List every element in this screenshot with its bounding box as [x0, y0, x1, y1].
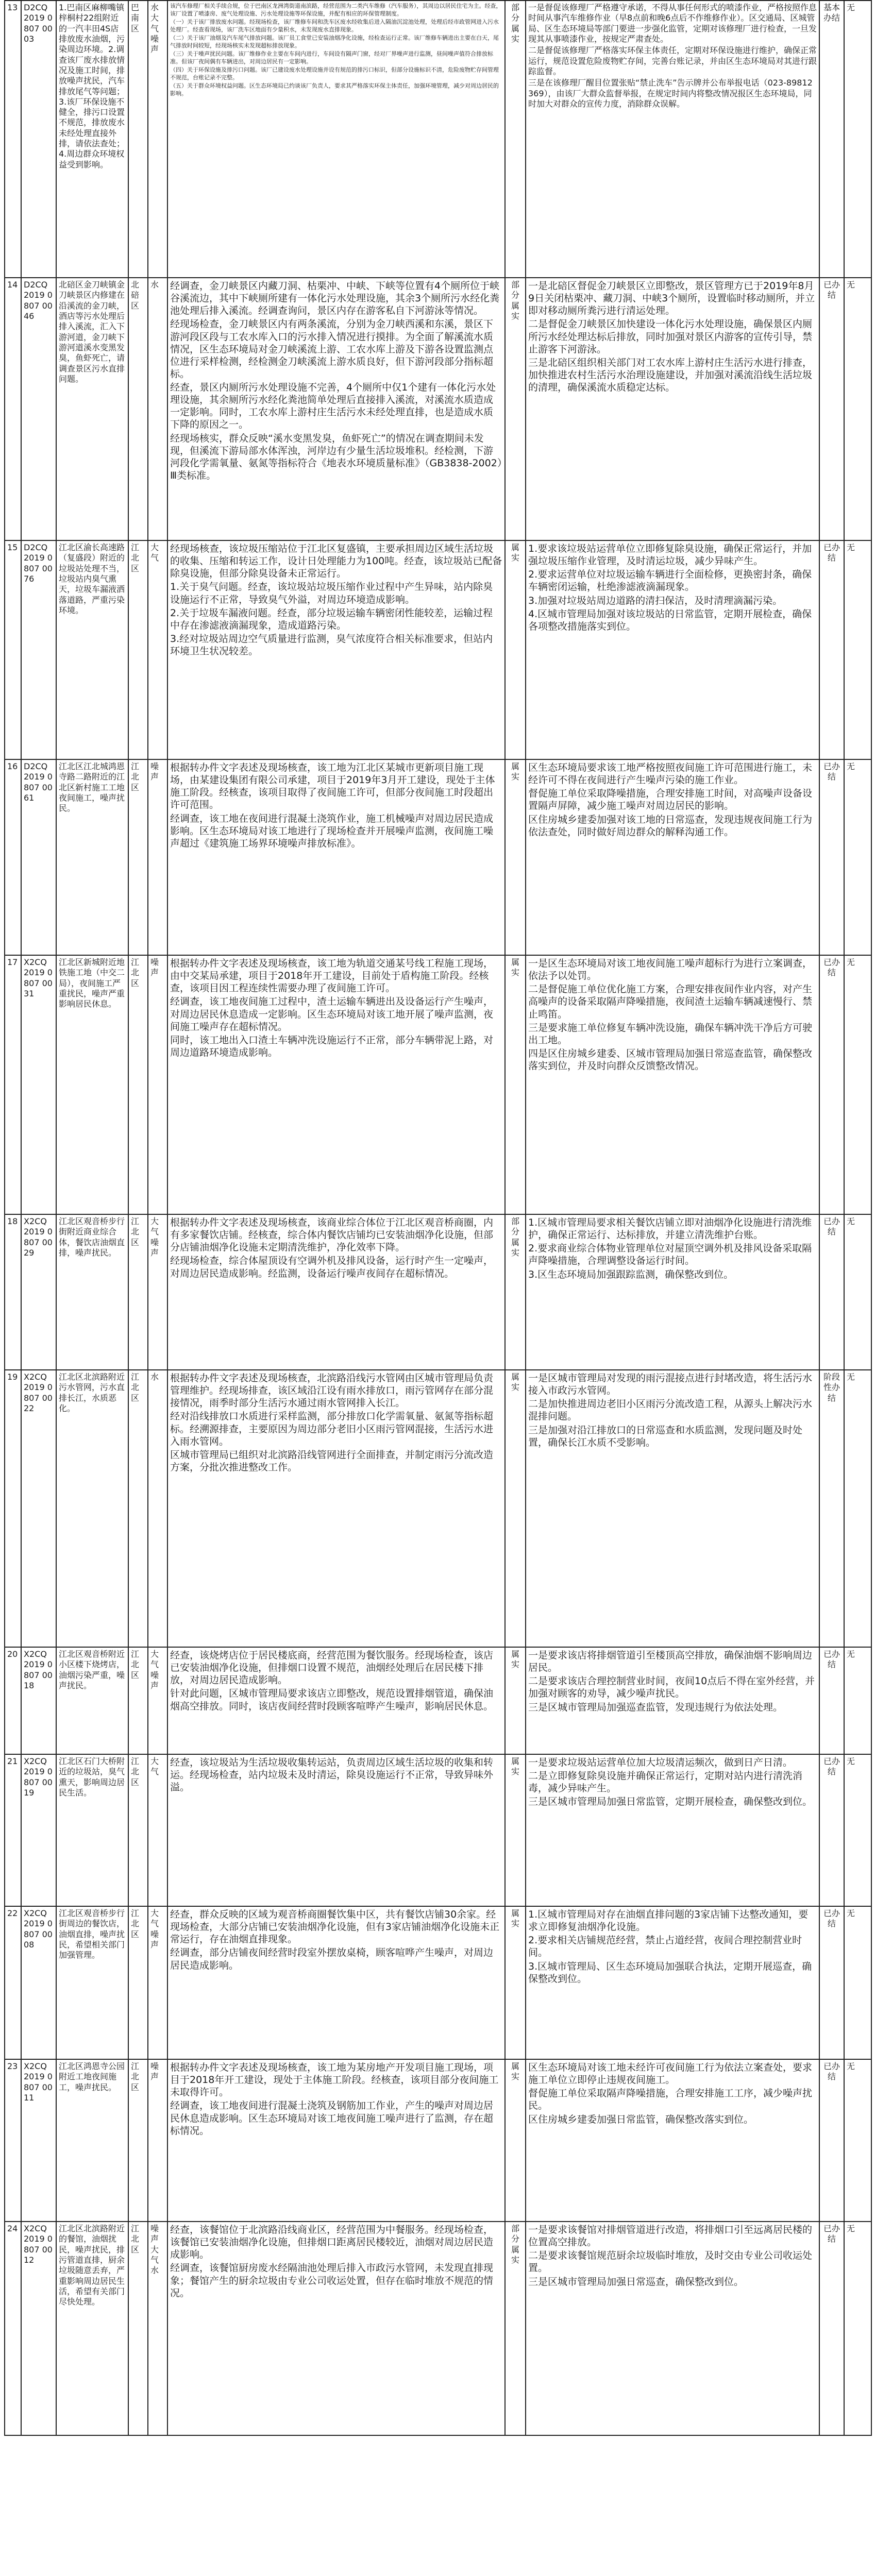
- verification-status: 属实: [505, 955, 526, 1214]
- completion-result: 基本办结: [819, 1, 844, 278]
- measure-paragraph: 二是加快推进周边老旧小区雨污分流改造工程，从源头上解决污水混排问题。: [528, 1398, 813, 1422]
- finding-paragraph: 经现场检查，金刀峡景区内有两条溪流，分别为金刀峡西溪和东溪，景区下游河段区段与工农水库入口的污水排入情况进行摸排。为全面了解溪流水质情况，区生态环境局对金刀峡溪流上游、工农水库上游及下游各设置监测点位进行采样检测，经检测金刀峡溪流上游水质良好，但下游河段部分指标超标。: [170, 318, 494, 380]
- investigation-findings: [167, 1754, 505, 1906]
- case-code: D2CQ 2019 0807 0061: [21, 759, 56, 955]
- district: 江北区: [128, 540, 148, 759]
- verification-status: 部分属实: [505, 278, 526, 540]
- investigation-findings: [167, 1647, 505, 1754]
- row-number: 22: [5, 1906, 21, 2059]
- verification-status: 属实: [505, 759, 526, 955]
- pollution-type: 噪声 大气 水: [148, 2222, 167, 2435]
- measure-paragraph: 一是要求垃圾站运营单位加大垃圾清运频次，做到日产日清。: [528, 1757, 793, 1768]
- completion-result: 已办结: [819, 2222, 844, 2435]
- measure-paragraph: 一是督促该修理厂严格遵守承诺，不得从事任何形式的喷漆作业，严格按照作息时间从事汽车维修作业（早8点前和晚6点后不作维修作业）。区交通局、区城管局、区生态环境局等部门要进一步强化监管，定期对该修理厂进行检查，一旦发现其从事喷漆作业，按规定严肃查处。: [528, 3, 817, 44]
- district: 江北区: [128, 1647, 148, 1754]
- complaint-description: 江北区观音桥步行街附近商业综合体，餐饮店油烟直排，噪声扰民。: [56, 1214, 128, 1370]
- finding-paragraph: 经调查，金刀峡景区内藏刀洞、枯栗冲、中峡、下峡等位置有4个厕所位于峡谷溪流边，其中下峡厕所建有一体化污水处理设施，其余3个厕所污水经化粪池处理后排入溪流。经调查询问，景区内存在游客私自下河游泳等情况。: [170, 280, 500, 317]
- measure-paragraph: 一是要求该店将排烟管道引至楼顶高空排放，确保油烟不影响周边居民。: [528, 1650, 813, 1674]
- measure-paragraph: 3.加强对垃圾站周边道路的清扫保洁，及时清理滴漏污染。: [528, 595, 783, 606]
- investigation-findings: [167, 540, 505, 759]
- case-code: X2CQ 2019 0807 0029: [21, 1214, 56, 1370]
- verification-status: 属实: [505, 1647, 526, 1754]
- measure-paragraph: 区住房城乡建委加强对该工地的日常巡查，发现违规夜间施工行为依法查处，同时做好周边群众的解释沟通工作。: [528, 814, 813, 838]
- finding-paragraph: 1.关于臭气问题。经查，该垃圾站垃圾压缩作业过程中产生异味，站内除臭设施运行不正常，导致臭气外溢，对周边环境造成影响。: [170, 581, 493, 605]
- finding-paragraph: （一）关于该厂排放废水问题。经现场检查，该厂维修车间和洗车区废水经收集后进入隔油沉淀池处理，处理后经市政管网进入污水处理厂。经查看现场，该厂洗车区地面有少量积水，未发现废水直排现象。: [170, 19, 499, 33]
- finding-paragraph: 经调查，部分店铺夜间经营时段室外摆放桌椅，顾客喧哗产生噪声，对周边居民造成影响。: [170, 1947, 494, 1971]
- table-row: [5, 1906, 871, 2059]
- rectification-measures: [526, 1647, 819, 1754]
- rectification-measures: [526, 2222, 819, 2435]
- pollution-type: 大气: [148, 540, 167, 759]
- district: 江北区: [128, 759, 148, 955]
- complaint-description: 江北区江北城鸿恩寺路二路附近的江北区新村施工工地夜间施工，噪声扰民。: [56, 759, 128, 955]
- rectification-measures: [526, 1754, 819, 1906]
- finding-paragraph: 3.经对垃圾站周边空气质量进行监测，臭气浓度符合相关标准要求，但站内环境卫生状况较差。: [170, 633, 493, 657]
- row-number: 23: [5, 2059, 21, 2222]
- measure-paragraph: 1.区城市管理局对存在油烟直排问题的3家店铺下达整改通知，要求立即修复油烟净化设施。: [528, 1909, 809, 1933]
- finding-paragraph: 根据转办件文字表述及现场核查，北滨路沿线污水管网由区城市管理局负责管理维护。经现场排查，该区域沿江设有雨水排放口，雨污管网存在部分混接情况，雨季时部分生活污水通过雨水管网排入长江。: [170, 1372, 494, 1409]
- measure-paragraph: 4.区城市管理局加强对该垃圾站的日常监管，定期开展检查，确保各项整改措施落实到位。: [528, 608, 812, 632]
- table-row: [5, 1, 871, 278]
- finding-paragraph: 经对沿线排放口水质进行采样监测，部分排放口化学需氧量、氨氮等指标超标。经溯源排查，主要原因为周边部分老旧小区雨污管网混接，生活污水进入雨水管网。: [170, 1411, 494, 1447]
- table-body: [5, 1, 871, 2435]
- measure-paragraph: 督促施工单位采取隔声降噪措施，合理安排施工工序，减少噪声扰民。: [528, 2088, 813, 2112]
- case-code: X2CQ 2019 0807 0008: [21, 1906, 56, 2059]
- measure-paragraph: 三是要求施工单位修复车辆冲洗设施，确保车辆冲洗干净后方可驶出工地。: [528, 1022, 813, 1046]
- investigation-findings: [167, 2222, 505, 2435]
- case-code: D2CQ 2019 0807 0076: [21, 540, 56, 759]
- pollution-type: 大气 噪声: [148, 1906, 167, 2059]
- complaint-description: 江北区新城附近地铁施工地（中交二局），夜间施工严重扰民，噪声严重影响居民休息。: [56, 955, 128, 1214]
- rectification-measures: [526, 278, 819, 540]
- finding-paragraph: （四）关于环保设施及排污口问题。该厂已建设废水处理设施并设有规范的排污口标识，但部分设施标识不清，危险废物贮存间管理不规范，台账记录不完整。: [170, 66, 499, 81]
- complaint-description: 江北区鸿恩寺公园附近工地夜间施工，噪声扰民。: [56, 2059, 128, 2222]
- finding-paragraph: 经查，该烧烤店位于居民楼底商，经营范围为餐饮服务。经现场检查，该店已安装油烟净化设施，但排烟口设置不规范，油烟经处理后在居民楼下排放，对周边居民造成影响。: [170, 1650, 494, 1686]
- measure-paragraph: 一是北碚区督促金刀峡景区立即整改，景区管理方已于2019年8月9日关闭枯栗冲、藏刀洞、中峡3个厕所，设置临时移动厕所，并立即对移动厕所粪污进行清运处理。: [528, 280, 815, 317]
- note: 无: [844, 2222, 871, 2435]
- district: 江北区: [128, 1754, 148, 1906]
- verification-status: 部分属实: [505, 1, 526, 278]
- pollution-type: 大气 噪声: [148, 1214, 167, 1370]
- complaint-description: 江北区北滨路附近的餐馆，油烟扰民，噪声扰民，排污管道直排，厨余垃圾随意丢弃，严重影响周边居民生活，希望有关部门尽快处理。: [56, 2222, 128, 2435]
- pollution-type: 噪声: [148, 759, 167, 955]
- row-number: 17: [5, 955, 21, 1214]
- finding-paragraph: （三）关于噪声扰民问题。该厂维修作业主要在车间内进行，车间设有隔声门窗，经对厂界噪声进行监测，昼间噪声值符合排放标准。但该厂夜间偶有车辆进出，对周边居民有一定影响。: [170, 50, 493, 65]
- measure-paragraph: 2.要求运营单位对垃圾运输车辆进行全面检修，更换密封条，确保车辆密闭运输，杜绝渗滤液滴漏现象。: [528, 569, 812, 593]
- district: 巴南区: [128, 1, 148, 278]
- completion-result: 阶段性办结: [819, 1370, 844, 1647]
- measure-paragraph: 区生态环境局要求该工地严格按照夜间施工许可范围进行施工，未经许可不得在夜间进行产生噪声污染的施工作业。: [528, 762, 813, 786]
- pollution-type: 水: [148, 278, 167, 540]
- measure-paragraph: 四是区住房城乡建委、区城市管理局加强日常巡查监管，确保整改落实到位，并及时向群众反馈整改情况。: [528, 1047, 813, 1072]
- investigation-findings: [167, 278, 505, 540]
- investigation-findings: [167, 1906, 505, 2059]
- finding-paragraph: 经调查，该工地夜间施工过程中，渣土运输车辆进出及设备运行产生噪声，对周边居民休息造成一定影响。区生态环境局对该工地开展了噪声监测，夜间施工噪声存在超标情况。: [170, 996, 494, 1032]
- verification-status: 属实: [505, 1754, 526, 1906]
- row-number: 21: [5, 1754, 21, 1906]
- rectification-measures: [526, 1370, 819, 1647]
- pollution-type: 大气: [148, 1754, 167, 1906]
- verification-status: 属实: [505, 1906, 526, 2059]
- measure-paragraph: 区住房城乡建委加强日常监管，确保整改落实到位。: [528, 2113, 754, 2125]
- completion-result: 已办结: [819, 1214, 844, 1370]
- finding-paragraph: 经调查，该餐馆厨房废水经隔油池处理后排入市政污水管网，未发现直排现象；餐馆产生的厨余垃圾由专业公司收运处置，但存在临时堆放不规范的情况。: [170, 2262, 494, 2299]
- table-row: [5, 759, 871, 955]
- case-code: X2CQ 2019 0807 0031: [21, 955, 56, 1214]
- rectification-measures: [526, 955, 819, 1214]
- row-number: 15: [5, 540, 21, 759]
- table-row: [5, 1647, 871, 1754]
- rectification-measures: [526, 1214, 819, 1370]
- finding-paragraph: 经查，该餐馆位于北滨路沿线商业区，经营范围为中餐服务。经现场检查，该餐馆已安装油烟净化设施，但排烟口距离居民楼较近，油烟对周边居民造成影响。: [170, 2224, 494, 2261]
- note: 无: [844, 1370, 871, 1647]
- finding-paragraph: 根据转办件文字表述及现场核查，该工地为某房地产开发项目施工现场，项目于2018年开工建设，现处于主体施工阶段。经核查，该项目部分夜间施工未取得许可。: [170, 2062, 499, 2098]
- measure-paragraph: 二是要求该餐馆规范厨余垃圾临时堆放，及时交由专业公司收运处置。: [528, 2250, 813, 2274]
- completion-result: 已办结: [819, 1906, 844, 2059]
- measure-paragraph: 督促施工单位采取降噪措施，合理安排施工时间，对高噪声设备设置隔声屏障，减少施工噪声对周边居民的影响。: [528, 788, 813, 812]
- finding-paragraph: 经查，该垃圾站为生活垃圾收集转运站，负责周边区域生活垃圾的收集和转运。经现场检查，站内垃圾未及时清运，除臭设施运行不正常，导致异味外溢。: [170, 1757, 494, 1793]
- pollution-type: 噪声: [148, 955, 167, 1214]
- finding-paragraph: 经调查，该工地在夜间进行混凝土浇筑作业，施工机械噪声对周边居民造成影响。区生态环境局对该工地进行了现场检查并开展噪声监测，夜间施工噪声超过《建筑施工场界环境噪声排放标准》。: [170, 812, 494, 849]
- case-code: X2CQ 2019 0807 0022: [21, 1370, 56, 1647]
- table-row: [5, 1754, 871, 1906]
- table-row: [5, 278, 871, 540]
- measure-paragraph: 三是区城市管理局加强日常监管，定期开展检查，确保整改到位。: [528, 1796, 813, 1808]
- finding-paragraph: 经调查，该工地夜间进行混凝土浇筑及钢筋加工作业，产生的噪声对周边居民休息造成影响。区生态环境局对该工地夜间施工噪声进行了监测，存在超标情况。: [170, 2100, 494, 2137]
- note: 无: [844, 759, 871, 955]
- table-row: [5, 2222, 871, 2435]
- measure-paragraph: 3.区城市管理局、区生态环境局加强联合执法，定期开展巡查，确保整改到位。: [528, 1960, 812, 1985]
- finding-paragraph: 根据转办件文字表述及现场核查，该工地为轨道交通某号线工程施工现场，由中交某局承建，项目于2018年开工建设，目前处于盾构施工阶段。经核查，该项目因工程连续性需要办理了夜间施工许可。: [170, 958, 494, 994]
- case-code: X2CQ 2019 0807 0011: [21, 2059, 56, 2222]
- measure-paragraph: 1.区城市管理局要求相关餐饮店铺立即对油烟净化设施进行清洗维护，确保正常运行、达标排放，并建立清洗维护台账。: [528, 1217, 812, 1241]
- verification-status: 属实: [505, 1370, 526, 1647]
- pollution-type: 大气 噪声: [148, 1647, 167, 1754]
- measure-paragraph: 3.区生态环境局加强跟踪监测，确保整改到位。: [528, 1268, 734, 1280]
- pollution-type: 水 大气 噪声: [148, 1, 167, 278]
- rectification-measures: [526, 759, 819, 955]
- finding-paragraph: 该汽车修理厂相关手续合规，位于巴南区龙洲湾街道南滨路，经营范围为二类汽车维修（汽车服务），其周边以居民住宅为主。经查，该厂设置了喷漆房、废气处理设施、污水处理设施等环保设施，并配有相应的环保管理制度。: [170, 3, 502, 17]
- finding-paragraph: 2.关于垃圾车漏液问题。经查，部分垃圾运输车辆密闭性能较差，运输过程中存在渗滤液滴漏现象，造成道路污染。: [170, 607, 493, 631]
- verification-status: 部分属实: [505, 2222, 526, 2435]
- verification-status: 属实: [505, 540, 526, 759]
- investigation-findings: [167, 955, 505, 1214]
- district: 江北区: [128, 955, 148, 1214]
- verification-status: 属实: [505, 2059, 526, 2222]
- finding-paragraph: （五）关于群众环境权益问题。区生态环境局已约谈该厂负责人，要求其严格落实环保主体责任，加强环境管理，减少对周边居民的影响。: [170, 82, 499, 97]
- measure-paragraph: 二是督促金刀峡景区加快建设一体化污水处理设施，确保景区内厕所污水经处理达标后排放，同时加强对景区内游客的宣传引导，禁止游客下河游泳。: [528, 318, 813, 355]
- district: 江北区: [128, 1906, 148, 2059]
- table-row: [5, 1214, 871, 1370]
- rectification-measures: [526, 1906, 819, 2059]
- pollution-type: 噪声: [148, 2059, 167, 2222]
- table-row: [5, 540, 871, 759]
- row-number: 14: [5, 278, 21, 540]
- finding-paragraph: 经查，群众反映的区域为观音桥商圈餐饮集中区，共有餐饮店铺30余家。经现场检查，大部分店铺已安装油烟净化设施，但有3家店铺油烟净化设施未正常运行，存在油烟直排现象。: [170, 1909, 500, 1945]
- note: 无: [844, 1647, 871, 1754]
- completion-result: 已办结: [819, 1754, 844, 1906]
- row-number: 19: [5, 1370, 21, 1647]
- case-code: X2CQ 2019 0807 0018: [21, 1647, 56, 1754]
- table-row: [5, 1370, 871, 1647]
- measure-paragraph: 一是要求该餐馆对排烟管道进行改造，将排烟口引至远离居民楼的位置高空排放。: [528, 2224, 813, 2248]
- rectification-measures: [526, 1, 819, 278]
- measure-paragraph: 2.要求相关店铺规范经营，禁止占道经营，夜间合理控制营业时间。: [528, 1935, 802, 1959]
- completion-result: 已办结: [819, 278, 844, 540]
- district: 江北区: [128, 1214, 148, 1370]
- row-number: 24: [5, 2222, 21, 2435]
- note: 无: [844, 1, 871, 278]
- finding-paragraph: 经查，景区内厕所污水处理设施不完善，4个厕所中仅1个建有一体化污水处理设施，其余厕所污水经化粪池简单处理后直接排入溪流，对溪流水质造成一定影响。同时，工农水库上游村庄生活污水未经处理直排，也是造成水质下降的原因之一。: [170, 382, 496, 431]
- finding-paragraph: 经现场检查，综合体屋顶设有空调外机及排风设备，运行时产生一定噪声，对周边居民造成影响。经监测，设备运行噪声夜间存在超标情况。: [170, 1255, 494, 1279]
- district: 江北区: [128, 2222, 148, 2435]
- measure-paragraph: 2.要求商业综合体物业管理单位对屋顶空调外机及排风设备采取隔声降噪措施，合理调整设备运行时间。: [528, 1243, 812, 1267]
- district: 江北区: [128, 1370, 148, 1647]
- district: 北碚区: [128, 278, 148, 540]
- completion-result: 已办结: [819, 540, 844, 759]
- table-row: [5, 955, 871, 1214]
- rectification-measures: [526, 540, 819, 759]
- row-number: 18: [5, 1214, 21, 1370]
- complaint-description: 北碚区金刀峡镇金刀峡景区内修建在沿溪流的金刀峡，酒店等污水处理后排入溪流，汇入下游河道，金刀峡下游河道溪水变黑发臭，鱼虾死亡，请调查景区污水直排问题。: [56, 278, 128, 540]
- row-number: 16: [5, 759, 21, 955]
- measure-paragraph: 三是加强对沿江排放口的日常巡查和水质监测，发现问题及时处置，确保长江水质不受影响。: [528, 1424, 803, 1448]
- complaint-table: [4, 0, 872, 2436]
- finding-paragraph: 经现场核实，群众反映“溪水变黑发臭，鱼虾死亡”的情况在调查期间未发现，但溪流下游局部水体浑浊，河岸边有少量生活垃圾堆积。经检测，下游河段化学需氧量、氨氮等指标符合《地表水环境质量标准》（GB3838-2002）Ⅲ类标准。: [170, 432, 502, 481]
- completion-result: 已办结: [819, 955, 844, 1214]
- measure-paragraph: 三是区城市管理局加强巡查监管，发现违规行为依法处理。: [528, 1701, 783, 1713]
- finding-paragraph: 针对此问题，区城市管理局要求该店立即整改，规范设置排烟管道，确保油烟高空排放。同时，该店夜间经营时段顾客喧哗产生噪声，影响居民休息。: [170, 1688, 494, 1712]
- note: 无: [844, 1214, 871, 1370]
- measure-paragraph: 区生态环境局对该工地未经许可夜间施工行为依法立案查处，要求施工单位立即停止违规夜间施工。: [528, 2062, 813, 2086]
- measure-paragraph: 二是督促施工单位优化施工方案，合理安排夜间作业内容，对产生高噪声的设备采取隔声降噪措施，夜间渣土运输车辆减速慢行、禁止鸣笛。: [528, 984, 813, 1020]
- measure-paragraph: 二是立即修复除臭设施并确保正常运行，定期对站内进行清洗消毒，减少异味产生。: [528, 1770, 803, 1794]
- complaint-description: 江北区石门大桥附近的垃圾站，臭气熏天，影响周边居民生活。: [56, 1754, 128, 1906]
- investigation-findings: [167, 759, 505, 955]
- investigation-findings: [167, 1214, 505, 1370]
- finding-paragraph: 同时，该工地出入口渣土车辆冲洗设施运行不正常，部分车辆带泥上路，对周边道路环境造成影响。: [170, 1034, 494, 1058]
- note: 无: [844, 955, 871, 1214]
- completion-result: 已办结: [819, 2059, 844, 2222]
- finding-paragraph: 区城市管理局已组织对北滨路沿线管网进行全面排查，并制定雨污分流改造方案，分批次推进整改工作。: [170, 1449, 494, 1473]
- measure-paragraph: 三是北碚区组织相关部门对工农水库上游村庄生活污水进行排查，加快推进农村生活污水治理设施建设，并加强对溪流沿线生活垃圾的清理，确保溪流水质稳定达标。: [528, 357, 813, 393]
- complaint-description: 江北区渝长高速路（复盛段）附近的垃圾站处理不当，垃圾站内臭气熏天，垃圾车漏液洒落道路，严重污染环境。: [56, 540, 128, 759]
- measure-paragraph: 三是区城市管理局加强日常巡查，确保整改到位。: [528, 2276, 744, 2287]
- note: 无: [844, 1754, 871, 1906]
- finding-paragraph: 根据转办件文字表述及现场核查，该商业综合体位于江北区观音桥商圈，内有多家餐饮店铺。经核查，综合体内餐饮店铺均已安装油烟净化设施，但部分店铺油烟净化设施未定期清洗维护，净化效率下降。: [170, 1217, 494, 1253]
- note: 无: [844, 278, 871, 540]
- row-number: 13: [5, 1, 21, 278]
- measure-paragraph: 三是在该修理厂醒目位置张贴“禁止洗车”告示牌并公布举报电话（023-89812369），由该厂大群众监督举报，在规定时间内将整改情况报区生态环境局，同时加大对群众的宣传力度，消除群众误解。: [528, 78, 813, 109]
- row-number: 20: [5, 1647, 21, 1754]
- table-row: [5, 2059, 871, 2222]
- measure-paragraph: 一是区生态环境局对该工地夜间施工噪声超标行为进行立案调查，依法予以处罚。: [528, 958, 813, 982]
- measure-paragraph: 一是区城市管理局对发现的雨污混接点进行封堵改造，将生活污水接入市政污水管网。: [528, 1372, 813, 1397]
- complaint-description: 江北区北滨路附近污水管网，污水直排长江，水质恶化。: [56, 1370, 128, 1647]
- completion-result: 已办结: [819, 759, 844, 955]
- pollution-type: 水: [148, 1370, 167, 1647]
- complaint-description: 江北区观音桥附近小区楼下烧烤店，油烟污染严重，噪声扰民。: [56, 1647, 128, 1754]
- finding-paragraph: 根据转办件文字表述及现场核查，该工地为江北区某城市更新项目施工现场，由某建设集团有限公司承建，项目于2019年3月开工建设，现处于主体施工阶段。经核查，该项目取得了夜间施工许可，但部分夜间施工时段超出许可范围。: [170, 762, 495, 811]
- complaint-description: 1.巴南区麻柳嘴镇梓桐村22组附近的一汽丰田4S店排放废水油烟，污染周边环境。2.调查该厂废水排放情况及施工时间，排放噪声扰民，汽车排放尾气等问题；3.该厂环保设施不健全，排污口设置不规范，排放废水未经处理直接外排，请依法查处；4.周边群众环境权益受到影响。: [56, 1, 128, 278]
- finding-paragraph: （二）关于该厂油烟及汽车尾气排放问题。该厂员工食堂已安装油烟净化设施，经检查运行正常。该厂维修车辆进出主要在白天，尾气排放时间较短，经现场核实未发现超标排放现象。: [170, 35, 499, 49]
- investigation-findings: [167, 1, 505, 278]
- measure-paragraph: 1.要求该垃圾站运营单位立即修复除臭设施，确保正常运行，并加强垃圾压缩作业管理，及时清运垃圾，减少异味产生。: [528, 543, 812, 567]
- case-code: X2CQ 2019 0807 0019: [21, 1754, 56, 1906]
- investigation-findings: [167, 2059, 505, 2222]
- note: 无: [844, 1906, 871, 2059]
- district: 江北区: [128, 2059, 148, 2222]
- investigation-findings: [167, 1370, 505, 1647]
- measure-paragraph: 二是要求该店合理控制营业时间，夜间10点后不得在室外经营，并加强对顾客的劝导，减少噪声扰民。: [528, 1675, 815, 1700]
- verification-status: 部分属实: [505, 1214, 526, 1370]
- measure-paragraph: 二是督促该修理厂严格落实环保主体责任，定期对环保设施进行维护，确保正常运行，规范设置危险废物贮存间，完善台账记录，并由区生态环境局对其进行跟踪监督。: [528, 45, 817, 76]
- rectification-measures: [526, 2059, 819, 2222]
- complaint-description: 江北区观音桥步行街周边的餐饮店，油烟直排，噪声扰民，希望相关部门加强管理。: [56, 1906, 128, 2059]
- note: 无: [844, 2059, 871, 2222]
- case-code: D2CQ 2019 0807 0046: [21, 278, 56, 540]
- case-code: X2CQ 2019 0807 0012: [21, 2222, 56, 2435]
- note: 无: [844, 540, 871, 759]
- case-code: D2CQ 2019 0807 0003: [21, 1, 56, 278]
- finding-paragraph: 经现场核查，该垃圾压缩站位于江北区复盛镇，主要承担周边区域生活垃圾的收集、压缩和转运工作，设计日处理能力为100吨。经查，该垃圾站已配备除臭设施，但部分除臭设备未正常运行。: [170, 543, 502, 580]
- completion-result: 已办结: [819, 1647, 844, 1754]
